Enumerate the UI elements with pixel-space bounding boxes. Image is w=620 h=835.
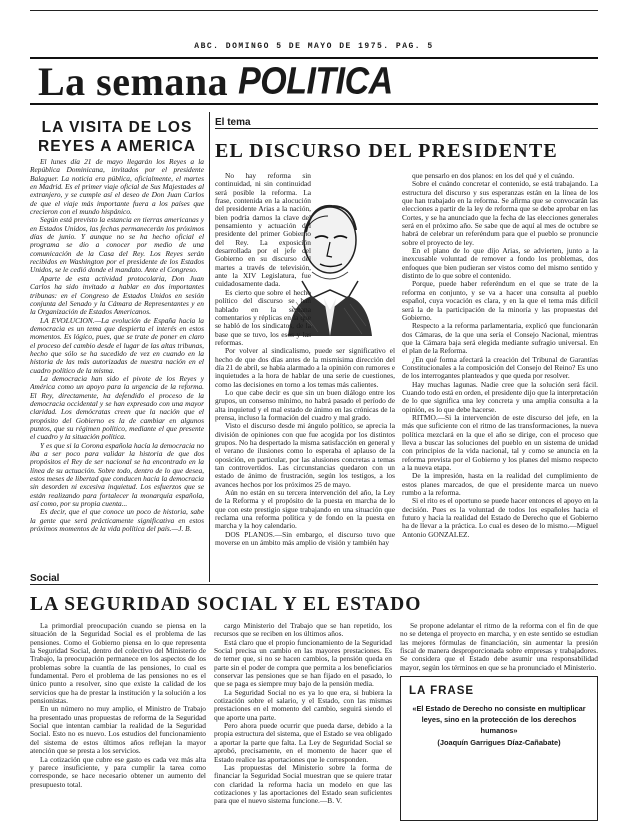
tema-paragraph: que pensarlo en dos planos: en los del qué y el cuándo.: [412, 172, 575, 180]
social-paragraph: La Seguridad Social no es ya lo que era, si hubiera la cotización sobre el salario, y el Estado, con las mismas prestaciones en el momento del cambio, seguirá siendo el que aporte una parte.: [214, 687, 392, 722]
social-paragraph: Se propone adelantar el ritmo de la reforma con el fin de que no se detenga el proyecto en marcha, y en este sentido se estudian las mejores fórmulas de financiación, sin aumentar la presión fiscal de manera desproporcionada sobre empresas y trabajadores. Se considera que el Estado debe asumir una responsabilidad mayor, según los términos en que se ha pronunciado el Ministerio.: [400, 622, 598, 672]
tema-paragraph: Visto el discurso desde mi ángulo político, se aprecia la división de opiniones con que fue acogida por los distintos grupos. No ha despertado la misma satisfacción en general y el verano de ilusiones como lo esperaba el aplauso de la oposición, en particular, por las alusiones concretas a temas tan controvertidos. Las circunstancias quedaron con un estado de ánimo de frustración, según los testigos, a los avances hechos por los próximos 25 de mayo.: [215, 421, 395, 489]
tema-paragraph: Es cierto que sobre el hecho político del discurso se han hablado en la semana comentarios y réplicas en la que se habló de los sindicatos, de la base que se tuvo, los esos y las reformas.: [215, 287, 311, 347]
tema-column-1: [215, 172, 395, 582]
social-column-1: [30, 622, 206, 822]
visita-paragraph: Aparte de esta actividad protocolaria, Don Juan Carlos ha sido invitado a hablar en dos importantes tribunas: en el Congreso de Estados Unidos en sesión conjunta del Senado y la Cámara de Representantes y en la Organización de Estados Americanos.: [30, 273, 204, 317]
visita-paragraph: LA EVOLUCION.—La evolución de España hacia la democracia es un tema que despierta el interés en estos momentos. Es lógico, pues, que se trate de poner en claro el proceso del cambio desde el lugar de las altas tribunas, hecho que sólo se ha sucedido de vez en cuando en la historia de las más autorizadas de nuestra nación en el cuadro político de la misma.: [30, 315, 204, 375]
frase-author: (Joaquín Garrigues Díaz-Cañabate): [437, 738, 561, 747]
social-column-2: [214, 622, 392, 822]
tema-paragraph: No hay reforma sin continuidad, ni sin continuidad será posible la reforma. La frase, contenida en la alocución del presidente Arias a la nación, bien podría darnos la clave del pensamiento y actuación del presidente del primer Gobierno del Rey. La exposición desarrollada por el jefe del Gobierno en su discurso del martes a través de televisión, ante la XIV Legislatura, fue cuidadosamente dada.: [215, 172, 311, 289]
visita-paragraph: La democracia han sido el pivote de los Reyes y América como un apoyo para la urgencia de la reforma. El Rey, directamente, ha defendido el proceso de la democracia occidental y se han expresado con una mayor claridad. Los demócratas creen que la nación que el propósito del Gobierno es la de cambiar en algunos puntos, que su régimen político, mediante el que presente el cuadro y la situación política.: [30, 373, 204, 442]
visita-paragraph: Según está previsto la estancia en tierras americanas y en Estados Unidos, las fechas permanecerán los próximos días de junio. Y aunque no se ha hecho oficial el programa se dio a conocer por medio de una comunicación de la Casa del Rey. Los Reyes serán recibidos en Washington por el presidente de los Estados Unidos, se le cedió donde el mandato. Ante el Congreso.: [30, 215, 204, 275]
visita-headline: LA VISITA DE LOS REYES A AMERICA: [38, 119, 196, 155]
tema-paragraph: Si el rito es el oportuno se puede hacer entonces el apoyo en la decisión. Pues es la voluntad de todos los españoles hacia el futuro y hacia la realidad del Estado de Derecho que el Gobierno ha de llevar a la práctica. Lo cual es deseo de lo mismo.—Miguel Antonio GONZALEZ.: [402, 496, 598, 539]
tema-paragraph: Sobre el cuándo concretar el contenido, se está trabajando. La estructura del discurso y sus esperanzas están en la línea de los que han trabajado en la reforma. Se afirma que se convocarán las elecciones a partir de la ley de reforma que se debe aprobar en las Cortes, y se ha anunciado que la fecha de las elecciones generales será en el próximo año. Se sabe que de aquí al mes de octubre se habrá de celebrar un referéndum para que el pueblo se pronuncie sobre el proyecto de ley.: [402, 179, 598, 247]
tema-paragraph: Aún no están en su tercera intervención del año, la Ley de la Reforma y el propósito de la puesta en marcha de lo que con este prestigio sigue trabajando en una situación que reclama una reforma política y de fondo en la puesta en marcha y la hoy calendario.: [215, 488, 395, 531]
social-paragraph: La cotización que cubre ese gasto es cada vez más alta y parece insuficiente, y para cumplir la tarea como corresponde, se hace necesario obtener un aumento del presupuesto total.: [30, 754, 206, 789]
social-paragraph: cargo Ministerio del Trabajo que se han repetido, los recursos que se reciben en los últimos años.: [214, 622, 392, 639]
social-paragraph: Pero ahora puede ocurrir que pueda darse, debido a la propia estructura del sistema, que el Estado se vea obligado a aportar la parte que falta. La Ley de Seguridad Social se aprobó, precisamente, en el momento de hacer que el Estado realice las aportaciones que le corresponden.: [214, 721, 392, 764]
tema-paragraph: ¿En qué forma afectará la creación del Tribunal de Garantías Constitucionales a la composición del Consejo del Reino? Es uno de los interrogantes planteados y que queda por resolver.: [402, 354, 598, 381]
tema-paragraph: Respecto a la reforma parlamentaria, explicó que funcionarán dos Cámaras, de la que una sería el Consejo Nacional, mientras que la Cámara baja será elegida mediante sufragio universal. En el plan de la Reforma.: [402, 321, 598, 356]
running-head: ABC. DOMINGO 5 DE MAYO DE 1975. PAG. 5: [194, 42, 434, 51]
visita-paragraph: El lunes día 21 de mayo llegarán los Reyes a la República Dominicana, invitados por el presidente Balaguer. La noticia era pública, oficialmente, el martes en Madrid. Es el primer viaje oficial de Sus Majestades al extranjero, y se cumple así el deseo de Don Juan Carlos de que el viaje más importante fuera a los países que crecieron con el mundo hispánico.: [30, 158, 204, 217]
social-paragraph: Las propuestas del Ministerio sobre la forma de financiar la Seguridad Social muestran que se quiere tratar con claridad la reforma hacia un modelo en que las cotizaciones y las aportaciones del Estado sean suficientes para que el nuevo sistema funcione.—B. V.: [214, 762, 392, 806]
discurso-headline: EL DISCURSO DEL PRESIDENTE: [215, 140, 558, 162]
frase-box: [400, 676, 598, 821]
frase-quote: «El Estado de Derecho no consiste en multiplicar leyes, sino en la protección de los derechos humanos»: [412, 704, 586, 735]
tema-paragraph: RITMO.—Si la intervención de este discurso del jefe, en la más que suficiente con el ritmo de las transformaciones, la nueva política mezclará en la que el año se dirige, con el proceso que lleva a buscar las soluciones del pueblo en un sistema de unidad con principios de la vida nacional, tal y como se anuncia en la reforma prevista por el Gobierno y los planes del mismo respecto a la nueva etapa.: [402, 412, 598, 473]
social-paragraph: En un número no muy amplio, el Ministro de Trabajo ha presentado unas propuestas de reforma de la Seguridad Social que intentan cambiar la realidad de la Seguridad Social. Esto no es nuevo. Los estudios del funcionamiento del sistema de estos últimos años reflejan la mayor atención que se presta a los servicios.: [30, 704, 206, 756]
tema-paragraph: De la impresión, hasta en la realidad del cumplimiento de estos planes marcados, de que el presidente marca un nuevo rumbo a la reforma.: [402, 471, 598, 498]
tema-paragraph: DOS PLANOS.—Sin embargo, el discurso tuvo que moverse en un ámbito más amplio de visión y también hay: [215, 529, 395, 548]
section-rule: [30, 584, 598, 585]
visita-paragraph: Y es que si la Corona española hacía la democracia no iba a ser poco para validar la historia de que dos propósitos el Rey de ser nacional se ha encontrado en la línea de su actuación. Sobre todo, dentro de lo que desea, estos meses de libertad que conducen hacia la democracia sin desorden ni excesiva inquietud. Los esfuerzos que se están realizando para fortalecer la monarquía española, así como, por su propia cuenta...: [30, 440, 204, 509]
tema-kicker: El tema: [215, 117, 598, 129]
banner-politica: POLITICA: [238, 59, 393, 102]
tema-paragraph: Por volver al sindicalismo, puede ser significativo el hecho de que dos días antes de la mismísima dirección del día 21 de abril, se había alarmado a la opinión con rumores e inquietudes a la hora de hablar de una serie de cuestiones, como las decisiones en torno a los temas más calientes.: [215, 346, 395, 389]
social-kicker: Social: [30, 573, 90, 584]
tema-paragraph: En el plano de lo que dijo Arias, se advierten, junto a la inexcusable voluntad de remover a fondo los problemas, dos enfoques que bien pudieran ser vistos como del mismo sentido y distinto de lo que sobre el contenido.: [402, 246, 598, 281]
tema-column-2: [402, 172, 598, 582]
social-column-3: [400, 622, 598, 672]
banner-la-semana: La semana: [38, 58, 229, 104]
visita-body: [30, 158, 204, 578]
seguridad-headline: LA SEGURIDAD SOCIAL Y EL ESTADO: [30, 594, 422, 615]
tema-paragraph: Porque, puede haber referéndum en el que se trate de la reforma en conjunto, y se va a hacer una consulta al pueblo español, cuya vocación es clara, y en la que el tema más difícil será la de la participación de la minoría y las propuestas del Gobierno.: [402, 279, 598, 322]
social-paragraph: Está claro que el propio funcionamiento de la Seguridad Social precisa un cambio en las mayores prestaciones. Es de temer que, si no se hacen cambios, la pensión queda en parte sin el poder de compra que permita a los beneficiarios conservar las pensiones que se han fijado en el pasado, lo que se paga es siempre muy bajo de la pensión media.: [214, 637, 392, 689]
visita-paragraph: Es decir, que el que conoce un poco de historia, sabe la gente que será prácticamente significativa en estos próximos momentos de la vida política del país.—J. B.: [30, 507, 204, 534]
social-paragraph: La primordial preocupación cuando se piensa en la situación de la Seguridad Social es el problema de las pensiones. Como el Gobierno piensa en lo que representa la Seguridad Social, dentro del colectivo del Ministerio de Trabajo, la preocupación permanece en los aspectos de los problemas sobre la cuantía de las pensiones, lo cual es fundamental. Pero el problema de las pensiones no es el único punto a resolver, sino que existe la calidad de los servicios que ha de prestar la institución y la solución a los pensionistas.: [30, 622, 206, 706]
frase-title: LA FRASE: [409, 685, 475, 697]
tema-paragraph: Hay muchas lagunas. Nadie cree que la solución será fácil. Cuando todo está en orden, el presidente dijo que la interpretación de lo que significa una ley concreta y una amplia consulta a la opinión, es lo que debe hacerse.: [402, 379, 598, 414]
section-banner: [30, 57, 598, 105]
tema-paragraph: Lo que cabe decir es que sin un buen diálogo entre los grupos, un consenso mínimo, no habrá pasado el período de alta inquietud y el mal estado de ánimo en las crónicas de la prensa, incluso la formación del cuadro y mal grado.: [215, 387, 395, 422]
column-divider: [209, 112, 210, 582]
top-rule: [30, 10, 598, 11]
